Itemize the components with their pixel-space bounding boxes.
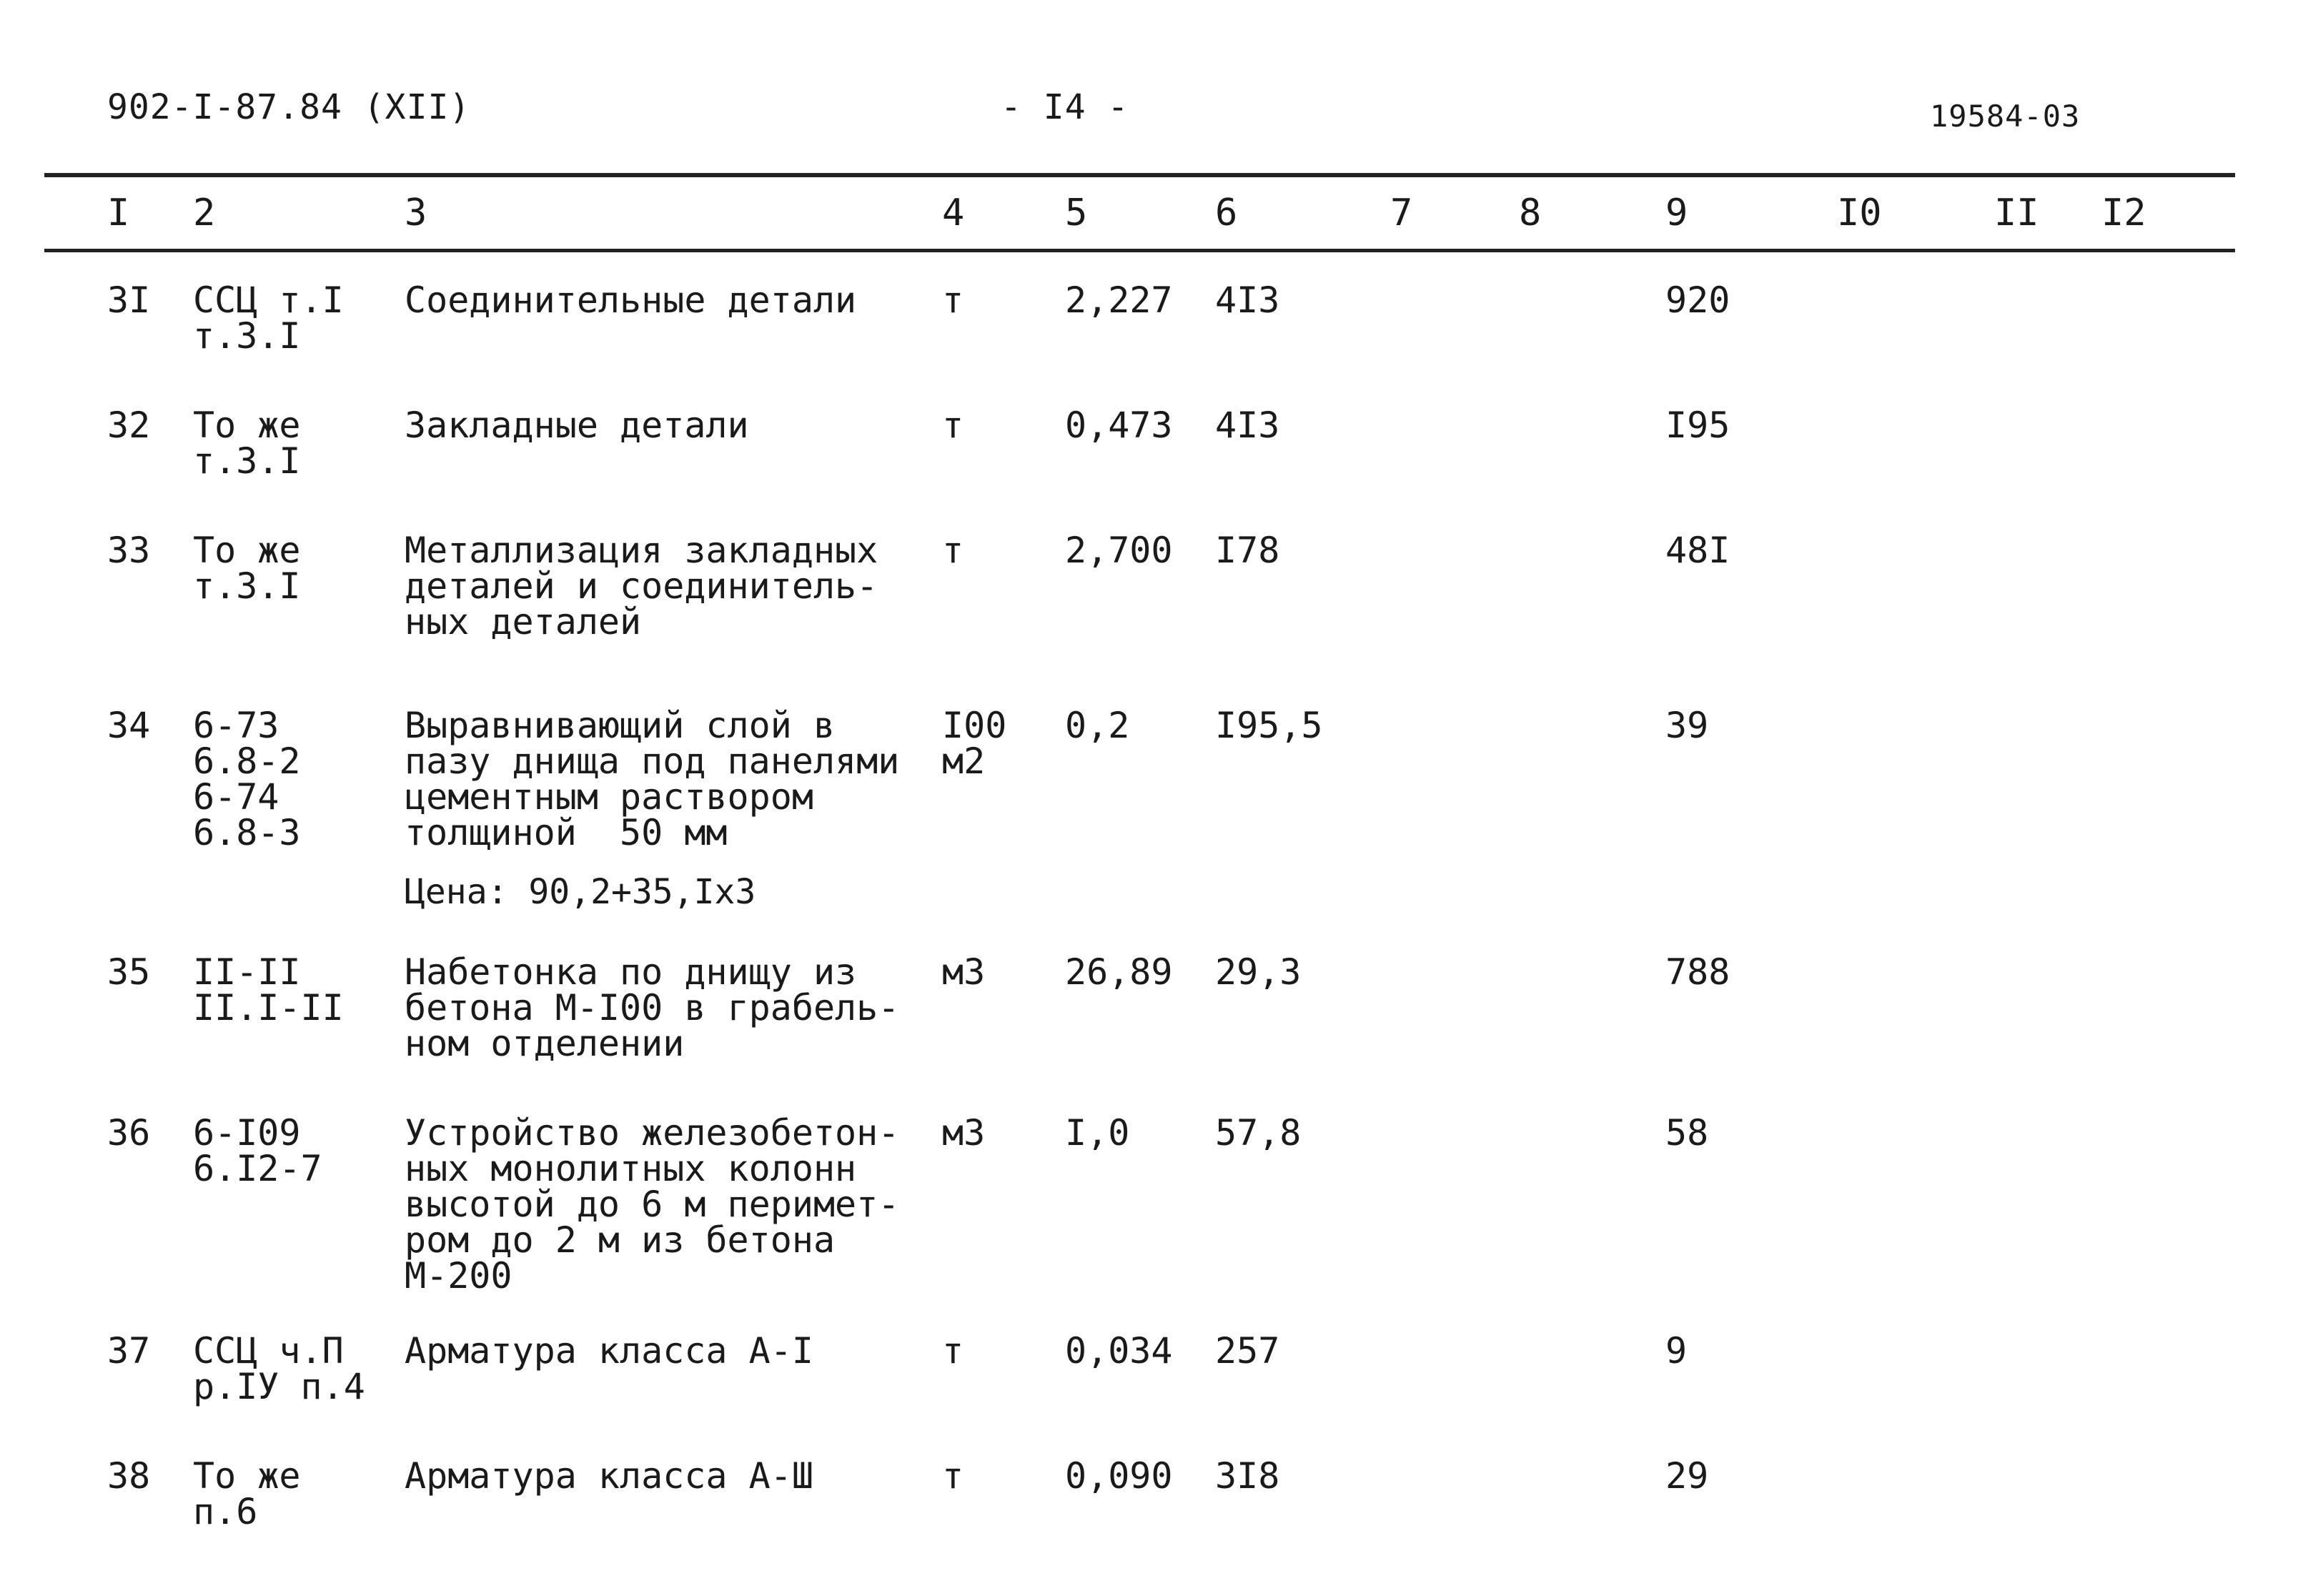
total-cost: 920 [1665,279,1730,321]
unit-price: 4I3 [1215,279,1280,321]
document-code: 902-I-87.84 (XII) [107,87,471,127]
unit-price: 29,3 [1215,951,1302,993]
unit: м3 [942,1112,986,1154]
total-cost: I95 [1665,405,1730,446]
row-number: 36 [107,1112,151,1154]
total-cost: 58 [1665,1112,1709,1154]
column-header: 6 [1215,192,1238,234]
header-rule-top [44,173,2235,177]
unit-price: I78 [1215,530,1280,571]
work-description: Закладные детали [405,405,749,446]
unit: т [942,1330,964,1372]
column-header: 9 [1665,192,1688,234]
column-header: I2 [2101,192,2146,234]
unit-price: I95,5 [1215,705,1323,746]
quantity: 0,090 [1065,1455,1173,1497]
work-description: Арматура класса А-Ш [405,1455,813,1497]
work-description: Арматура класса А-I [405,1330,813,1372]
work-description: Устройство железобетон- ных монолитных колонн высотой до 6 м перимет- ром до 2 м из бетона М-200 [405,1112,900,1297]
header-rule-bottom [44,249,2235,252]
unit: т [942,405,964,446]
reference-code: ССЦ ч.П р.IУ п.4 [193,1330,365,1407]
column-header: 7 [1390,192,1413,234]
column-header: 2 [193,192,216,234]
quantity: 2,700 [1065,530,1173,571]
column-header: I [107,192,130,234]
column-header: 5 [1065,192,1088,234]
page-number: - I4 - [1001,87,1129,127]
price-note: Цена: 90,2+35,Ix3 [405,872,756,912]
column-header: 4 [942,192,965,234]
archive-number: 19584-03 [1930,99,2081,134]
column-header: 8 [1519,192,1542,234]
row-number: 37 [107,1330,151,1372]
total-cost: 9 [1665,1330,1688,1372]
reference-code: ССЦ т.I т.3.I [193,279,344,357]
unit-price: 4I3 [1215,405,1280,446]
quantity: 2,227 [1065,279,1173,321]
unit-price: 57,8 [1215,1112,1302,1154]
row-number: 38 [107,1455,151,1497]
work-description: Металлизация закладных деталей и соединитель- ных деталей [405,530,878,643]
unit: т [942,279,964,321]
reference-code: То же т.3.I [193,405,301,482]
row-number: 35 [107,951,151,993]
column-header: 3 [405,192,427,234]
total-cost: 39 [1665,705,1709,746]
total-cost: 48I [1665,530,1730,571]
quantity: 0,034 [1065,1330,1173,1372]
reference-code: То же п.6 [193,1455,301,1532]
work-description: Набетонка по днищу из бетона М-I00 в грабель- ном отделении [405,951,900,1064]
unit-price: 3I8 [1215,1455,1280,1497]
row-number: 34 [107,705,151,746]
row-number: 32 [107,405,151,446]
total-cost: 29 [1665,1455,1709,1497]
total-cost: 788 [1665,951,1730,993]
quantity: 0,2 [1065,705,1130,746]
unit: т [942,1455,964,1497]
row-number: 3I [107,279,151,321]
unit: м3 [942,951,986,993]
unit: т [942,530,964,571]
unit-price: 257 [1215,1330,1280,1372]
work-description: Выравнивающий слой в пазу днища под панелями цементным раствором толщиной 50 мм [405,705,900,853]
reference-code: II-II II.I-II [193,951,344,1029]
column-header: II [1994,192,2039,234]
column-header: I0 [1837,192,1882,234]
reference-code: 6-73 6.8-2 6-74 6.8-3 [193,705,301,853]
quantity: 0,473 [1065,405,1173,446]
reference-code: 6-I09 6.I2-7 [193,1112,322,1189]
work-description: Соединительные детали [405,279,857,321]
unit: I00 м2 [942,705,1007,782]
row-number: 33 [107,530,151,571]
quantity: 26,89 [1065,951,1173,993]
reference-code: То же т.3.I [193,530,301,607]
quantity: I,0 [1065,1112,1130,1154]
